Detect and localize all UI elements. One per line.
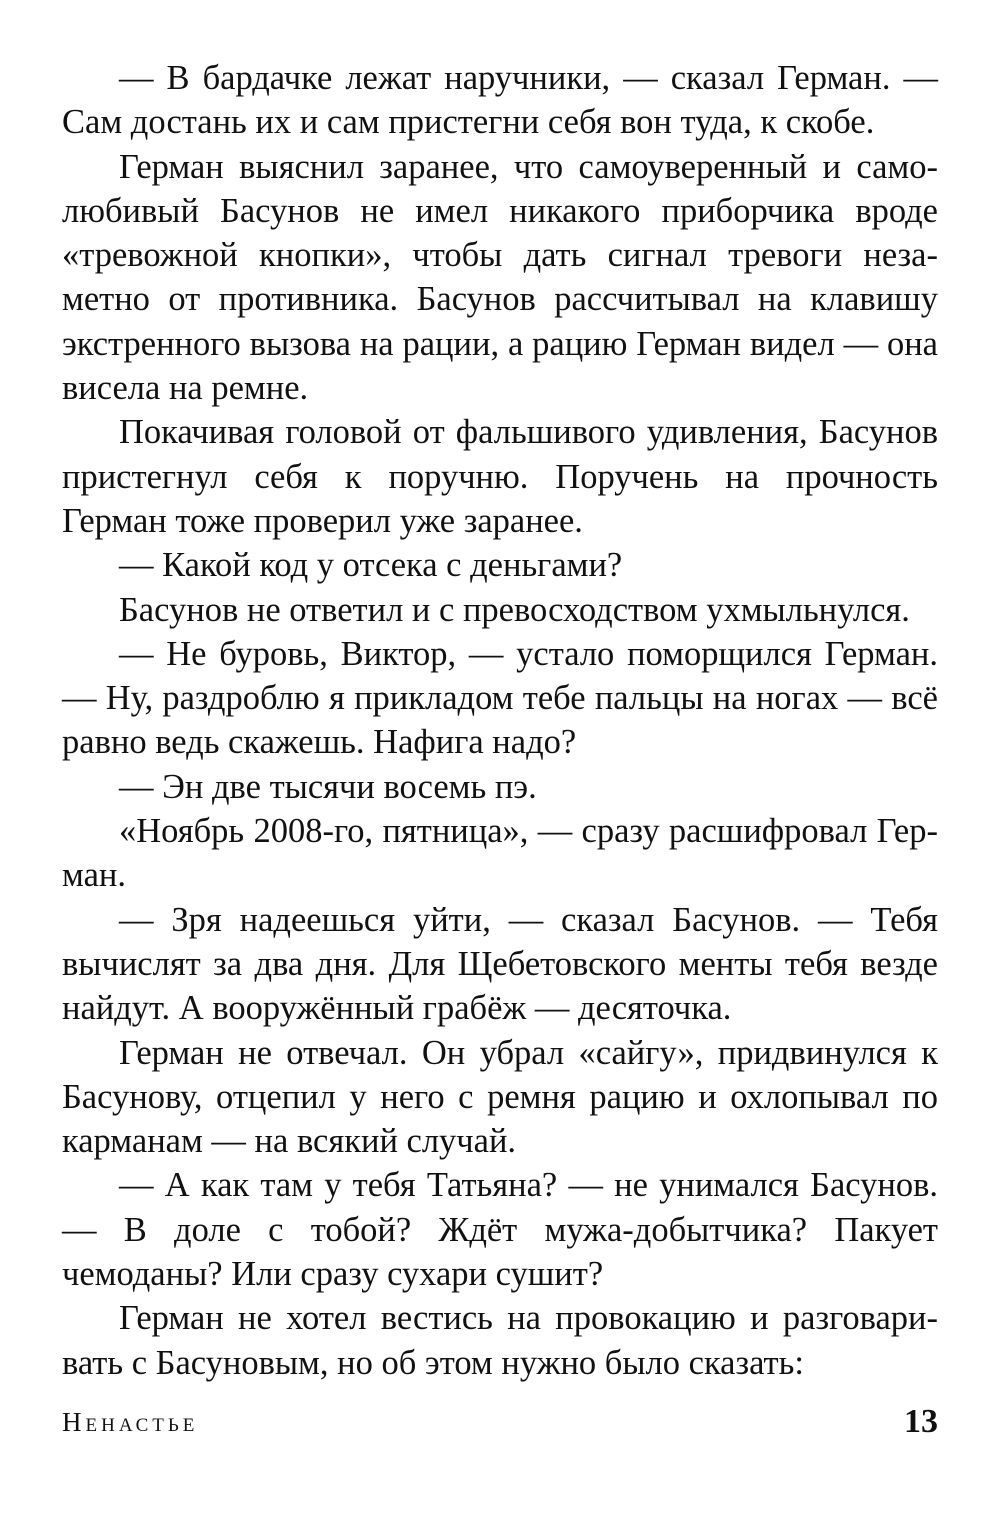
paragraph-7: — Эн две тысячи восемь пэ. (119, 767, 537, 806)
paragraph-2: Герман выяснил заранее, что самоуверенный и самолюбивый Басунов не имел никакого приборчика вроде «тревожной кнопки», чтобы дать сигнал тревоги незаметно от противника. Басунов рассчитывал на клавишу экстренного вызова на рации, а рацию Герман видел — она висела на ремне. (62, 147, 938, 408)
paragraph-10: Герман не отвечал. Он убрал «сайгу», придвинулся к Басунову, отцепил у него с ремня рацию и охлопывал по карманам — на всякий случай. (62, 1033, 938, 1161)
paragraph-3: Покачивая головой от фальшивого удивления, Басунов пристегнул себя к поручню. Поручень на прочность Герман тоже проверил уже заранее. (62, 413, 938, 540)
paragraph-11: — А как там у тебя Татьяна? — не унимался Басунов. — В доле с тобой? Ждёт мужа-добытчика? Пакует чемоданы? Или сразу сухари сушит? (62, 1166, 938, 1294)
paragraph-1: — В бардачке лежат наручники, — сказал Герман. — Сам достань их и сам пристегни себя вон туда, к скобе. (62, 59, 938, 142)
paragraph-5: Басунов не ответил и с превосходством ухмыльнулся. (119, 590, 910, 629)
page-number: 13 (904, 1403, 938, 1440)
paragraph-12: Герман не хотел вестись на провокацию и разговаривать с Басуновым, но об этом нужно было сказать: (62, 1299, 938, 1382)
running-title: Ненастье (62, 1407, 199, 1437)
body-text (62, 56, 938, 1385)
paragraph-4: — Какой код у отсека с деньгами? (119, 546, 623, 585)
paragraph-6: — Не буровь, Виктор, — устало поморщился Герман. — Ну, раздроблю я прикладом тебе пальцы на ногах — всё равно ведь скажешь. Нафига надо? (62, 634, 938, 762)
paragraph-8: «Ноябрь 2008-го, пятница», — сразу расшифровал Герман. (62, 812, 938, 895)
page-footer (62, 1400, 938, 1444)
paragraph-9: — Зря надеешься уйти, — сказал Басунов. — Тебя вычислят за два дня. Для Щебетовского менты тебя везде найдут. А вооружённый грабёж — десяточка. (62, 900, 938, 1028)
